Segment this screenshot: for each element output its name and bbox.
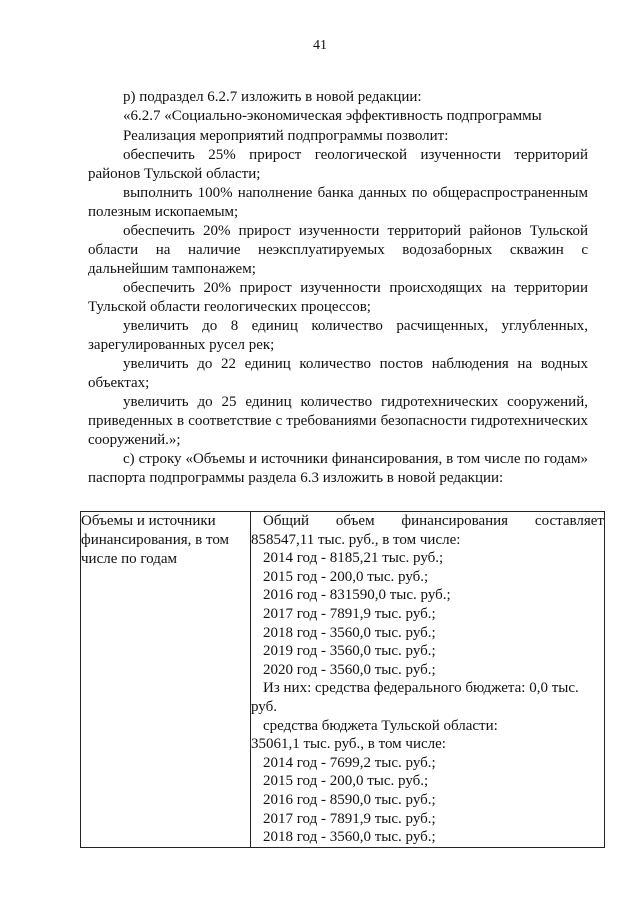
regional-line-1: средства бюджета Тульской области: [263, 717, 498, 734]
regional-year-line: 2018 год - 3560,0 тыс. руб.; [263, 829, 436, 846]
financing-table [80, 511, 605, 848]
financing-label-cell: Объемы и источники финансирования, в том числе по годам [81, 512, 251, 848]
paragraph-goal-geology: обеспечить 25% прирост геологической изученности территорий районов Тульской области; [88, 146, 588, 182]
paragraph-goal-processes: обеспечить 20% прирост изученности происходящих на территории Тульской области геологических процессов; [88, 279, 588, 315]
total-line-2: 858547,11 тыс. руб., в том числе: [251, 531, 461, 548]
page-number: 41 [313, 38, 327, 53]
financing-row [81, 512, 605, 848]
regional-line-2: 35061,1 тыс. руб., в том числе: [251, 736, 446, 753]
regional-year-line: 2017 год - 7891,9 тыс. руб.; [263, 810, 436, 827]
regional-year-line: 2014 год - 7699,2 тыс. руб.; [263, 754, 436, 771]
year-line: 2014 год - 8185,21 тыс. руб.; [263, 550, 444, 567]
paragraph-table-intro: с) строку «Объемы и источники финансирования, в том числе по годам» паспорта подпрограммы раздела 6.3 изложить в новой редакции: [88, 451, 588, 486]
total-line-1: Общий объем финансирования составляет [263, 513, 604, 529]
paragraph-goal-wells: обеспечить 20% прирост изученности территорий районов Тульской области на наличие неэксплуатируемых водозаборных скважин с дальнейшим тампонажем; [88, 223, 588, 277]
paragraph-lead: Реализация мероприятий подпрограммы позволит: [123, 127, 449, 144]
financing-values-cell [251, 512, 605, 848]
federal-budget-line: Из них: средства федерального бюджета: 0,0 тыс. руб. [251, 680, 579, 715]
year-line: 2018 год - 3560,0 тыс. руб.; [263, 624, 436, 641]
year-line: 2019 год - 3560,0 тыс. руб.; [263, 643, 436, 660]
year-line: 2020 год - 3560,0 тыс. руб.; [263, 661, 436, 678]
regional-year-line: 2016 год - 8590,0 тыс. руб.; [263, 791, 436, 808]
paragraph-goal-posts: увеличить до 22 единиц количество постов наблюдения на водных объектах; [88, 356, 588, 391]
paragraph-intro: р) подраздел 6.2.7 изложить в новой редакции: [123, 89, 422, 105]
regional-year-line: 2015 год - 200,0 тыс. руб.; [263, 773, 429, 790]
paragraph-goal-riverbeds: увеличить до 8 единиц количество расчищенных, углубленных, зарегулированных русел рек; [88, 318, 588, 353]
paragraph-section-title: «6.2.7 «Социально-экономическая эффективность подпрограммы [123, 108, 542, 125]
document-body [88, 88, 588, 488]
year-line: 2017 год - 7891,9 тыс. руб.; [263, 605, 436, 622]
paragraph-goal-databank: выполнить 100% наполнение банка данных по общераспространенным полезным ископаемым; [88, 184, 588, 220]
paragraph-goal-structures: увеличить до 25 единиц количество гидротехнических сооружений, приведенных в соответствие с требованиями безопасности гидротехнических сооружений.»; [88, 394, 588, 448]
year-line: 2016 год - 831590,0 тыс. руб.; [263, 587, 451, 604]
year-line: 2015 год - 200,0 тыс. руб.; [263, 568, 429, 585]
